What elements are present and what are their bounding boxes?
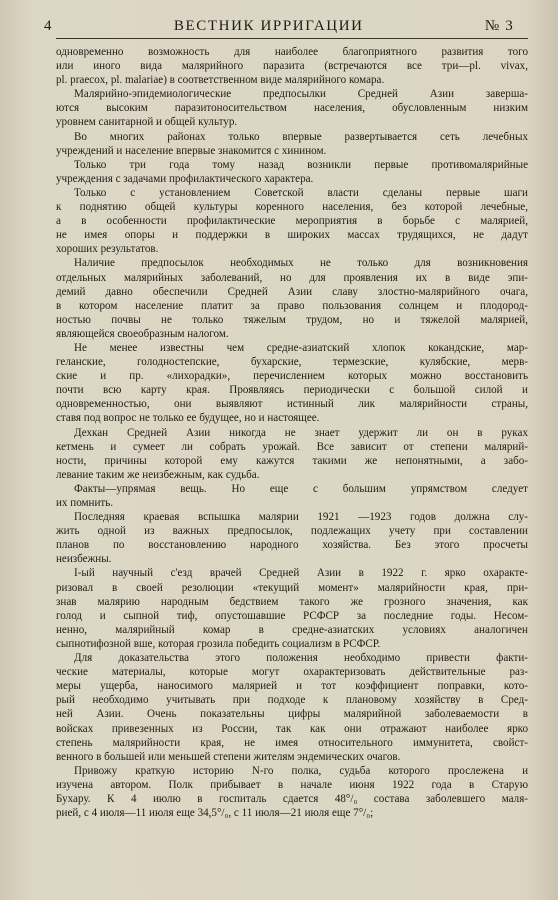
text-line: меры ущерба, наносимого малярией и тот коэффициент поправки, кото- xyxy=(56,680,528,693)
text-line: отдельных малярийных заболеваний, но для проявления их в виде эпи- xyxy=(56,271,528,284)
text-line: венного в большей или меньшей степени жителям эндемических очагов. xyxy=(56,750,401,763)
text-line: демий давно обеспечили Средней Азии славу злостно-малярийного очага, xyxy=(56,285,528,298)
article-body xyxy=(56,45,528,820)
text-line: ризовал в своей резолюции «текущий момент» малярийности края, при- xyxy=(56,581,528,594)
text-line: учреждения с задачами профилактического характера. xyxy=(56,172,314,185)
text-line: ские и пр. «лихорадки», перечислением которых можно восстановить xyxy=(56,370,528,383)
text-line: уровнем санитарной и общей культур. xyxy=(56,116,238,129)
text-line: pl. praecox, pl. malariae) в соответственном виде малярийного комара. xyxy=(56,74,385,87)
text-line: рый необходимо учитывать при подходе к плановому хозяйству в Сред- xyxy=(56,694,528,707)
text-line: Дехкан Средней Азии никогда не знает удержит ли он в руках xyxy=(74,426,528,439)
text-line: не имея опоры и поддержки в широких массах трудящихся, не дадут xyxy=(56,229,528,242)
text-line: Факты—упрямая вещь. Но еще с большим упрямством следует xyxy=(74,482,528,495)
text-line: рией, с 4 июля—11 июля еще 34,5°/₀, с 11 июля—21 июля еще 7°/₀; xyxy=(56,807,374,820)
text-line: Бухару. К 4 июлю в госпиталь сдается 48°/₀ состава заболевшего маля- xyxy=(56,792,528,805)
text-line: ческие материалы, которые могут охарактеризовать действительные раз- xyxy=(56,666,528,679)
issue-number: № 3 xyxy=(484,18,514,34)
text-line: изучена автором. Полк прибывает в начале июня 1922 года в Старую xyxy=(56,778,528,791)
journal-title: ВЕСТНИК ИРРИГАЦИИ xyxy=(173,18,364,34)
text-line: к поднятию общей культуры коренного населения, без которой лечебные, xyxy=(56,201,528,214)
text-line: I-ый научный с'езд врачей Средней Азии в 1922 г. ярко охаракте- xyxy=(74,567,528,580)
text-line: Во многих районах только впервые развертывается сеть лечебных xyxy=(74,130,528,143)
text-line: сыпнотифозной вше, которая грозила победить социализм в РСФСР. xyxy=(56,637,381,650)
text-line: ности, причины которой ему кажутся такими же непонятными, а забо- xyxy=(56,454,528,467)
running-header xyxy=(44,18,528,39)
text-line: Наличие предпосылок необходимых не только для возникновения xyxy=(74,257,528,270)
text-line: Малярийно-эпидемиологические предпосылки Средней Азии заверша- xyxy=(74,88,528,101)
text-line: жить одной из важных предпосылок, подлежащих учету при составлении xyxy=(56,525,528,538)
text-line: ненно, малярийный комар в средне-азиатских условиях аналогичен xyxy=(56,623,528,636)
text-line: или иного вида малярийного паразита (встречаются все три—pl. vivax, xyxy=(56,60,528,73)
text-line: степень малярийности края, не имея относительного иммунитета, свойст- xyxy=(56,736,528,749)
text-line: хороших результатов. xyxy=(56,243,159,256)
text-line: голод и сыпной тиф, опустошавшие РСФСР за последние годы. Несом- xyxy=(56,609,528,622)
text-line: Последняя краевая вспышка малярии 1921 —1923 годов должна слу- xyxy=(74,511,528,524)
text-line: одновременностью, они выявляют истинный лик малярийности страны, xyxy=(56,398,528,411)
text-line: Только три года тому назад возникли первые противомалярийные xyxy=(74,158,528,171)
text-line: геланские, голодностепские, бухарские, термезские, кулябские, мерв- xyxy=(56,356,528,369)
text-line: почти всю карту края. Проявляясь периодически с большой силой и xyxy=(56,384,528,397)
text-line: Привожу краткую историю N-го полка, судьба которого прослежена и xyxy=(74,764,528,777)
text-line: ставя под вопрос не только ее будущее, но и настоящее. xyxy=(56,412,320,425)
text-line: Для доказательства этого положения необходимо привести факти- xyxy=(74,652,528,665)
text-line: в котором население платит за право пользования солнцем и плодород- xyxy=(56,299,528,312)
text-line: являющейся своеобразным налогом. xyxy=(56,327,229,340)
text-line: одновременно возможность для наиболее благоприятного развития того xyxy=(56,46,528,58)
text-line: планов по восстановлению народного хозяйства. Без этого просчеты xyxy=(56,539,528,552)
text-line: войсках привезенных из России, так как они отражают наиболее ярко xyxy=(56,722,528,735)
text-line: кетмень и сумеет ли собрать урожай. Все зависит от степени малярий- xyxy=(56,440,528,453)
text-line: их помнить. xyxy=(56,497,114,509)
text-line: ней Азии. Очень показательны цифры малярийной заболеваемости в xyxy=(56,708,528,721)
text-line: знав малярию народным бедствием такого же грозного значения, как xyxy=(56,595,528,608)
text-line: Не менее известны чем средне-азиатский хлопок кокандские, мар- xyxy=(74,341,528,354)
text-line: ностью почвы не только тяжелым трудом, но и тяжелой малярией, xyxy=(56,313,528,326)
text-line: учреждений и население впервые знакомится с хинином. xyxy=(56,144,327,157)
text-line: а в особенности профилактические мероприятия в борьбе с малярией, xyxy=(56,215,528,228)
text-line: левание таким же неизбежным, как судьба. xyxy=(56,468,260,481)
text-line: Только с установлением Советской власти сделаны первые шаги xyxy=(74,186,528,199)
text-line: неизбежны. xyxy=(56,553,112,566)
text-line: ются высоким паразитоносительством населения, обусловленным низким xyxy=(56,102,528,115)
page-number: 4 xyxy=(44,18,53,34)
